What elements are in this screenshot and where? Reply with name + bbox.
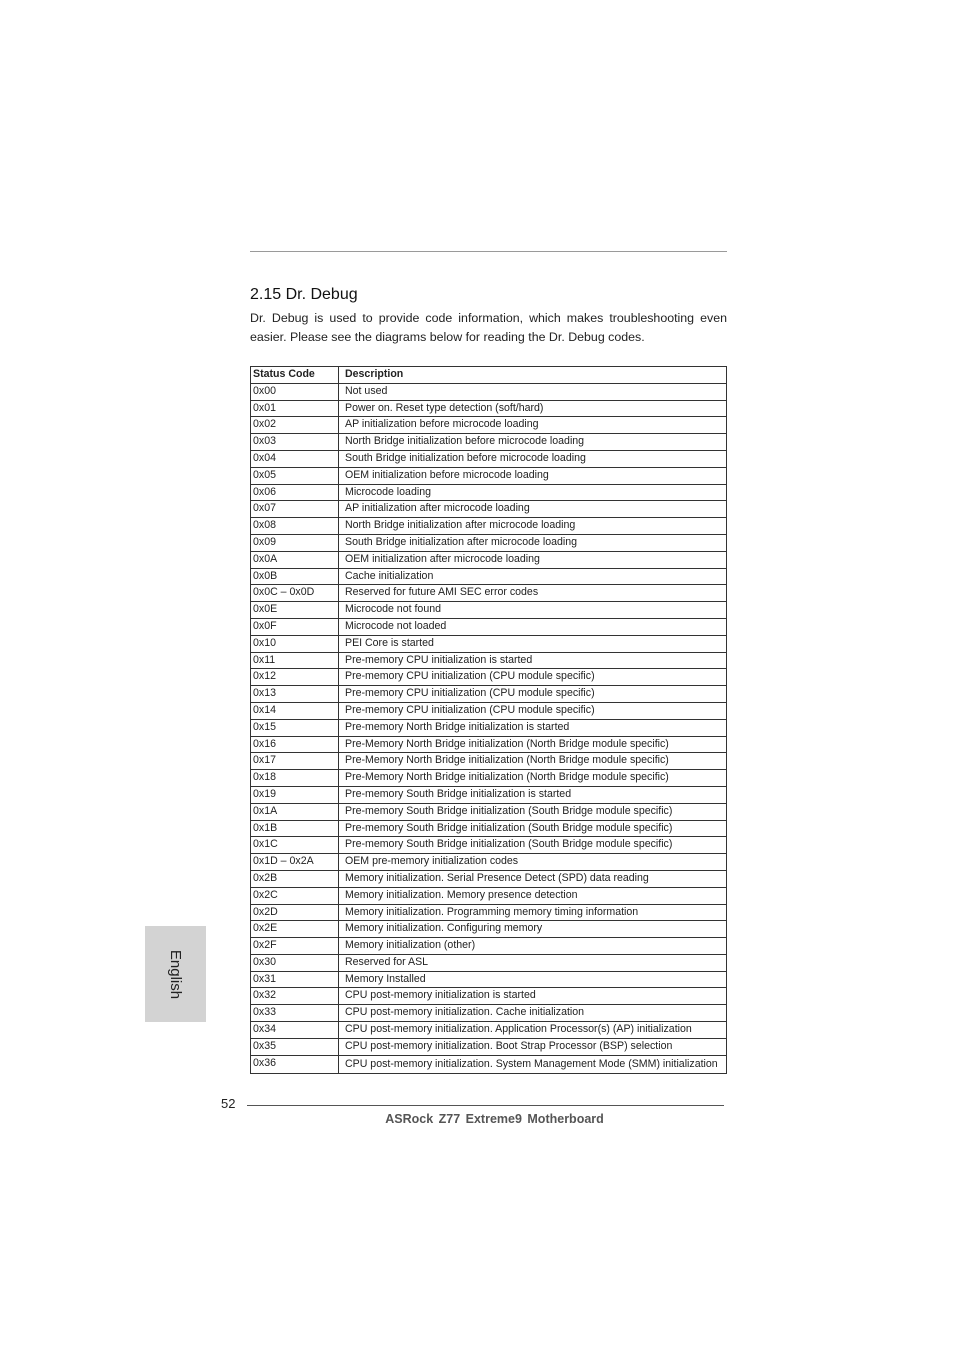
description-cell: Power on. Reset type detection (soft/hard) — [339, 400, 727, 417]
status-code-cell: 0x0C – 0x0D — [251, 585, 339, 602]
description-cell: AP initialization before microcode loading — [339, 417, 727, 434]
status-code-cell: 0x05 — [251, 467, 339, 484]
table-row — [251, 585, 727, 602]
description-cell: Pre-memory South Bridge initialization (South Bridge module specific) — [339, 803, 727, 820]
column-header-description: Description — [339, 367, 727, 384]
status-code-cell: 0x2C — [251, 887, 339, 904]
status-code-cell: 0x18 — [251, 770, 339, 787]
table-row — [251, 938, 727, 955]
description-cell: PEI Core is started — [339, 635, 727, 652]
table-row — [251, 904, 727, 921]
language-label: English — [166, 949, 184, 999]
table-row — [251, 501, 727, 518]
description-cell: Pre-memory South Bridge initialization is started — [339, 786, 727, 803]
table-row — [251, 870, 727, 887]
description-cell: Cache initialization — [339, 568, 727, 585]
table-row — [251, 887, 727, 904]
description-cell: North Bridge initialization before microcode loading — [339, 434, 727, 451]
table-row — [251, 753, 727, 770]
status-code-cell: 0x32 — [251, 988, 339, 1005]
table-row — [251, 954, 727, 971]
table-row — [251, 383, 727, 400]
description-cell: South Bridge initialization after microcode loading — [339, 534, 727, 551]
description-cell: CPU post-memory initialization. Boot Strap Processor (BSP) selection — [339, 1038, 727, 1055]
table-row — [251, 434, 727, 451]
description-cell: OEM initialization before microcode loading — [339, 467, 727, 484]
debug-code-table — [250, 366, 727, 1074]
description-cell: Memory initialization. Serial Presence Detect (SPD) data reading — [339, 870, 727, 887]
status-code-cell: 0x14 — [251, 702, 339, 719]
table-row — [251, 971, 727, 988]
description-cell: Pre-memory North Bridge initialization is started — [339, 719, 727, 736]
status-code-cell: 0x11 — [251, 652, 339, 669]
description-cell: Pre-Memory North Bridge initialization (North Bridge module specific) — [339, 736, 727, 753]
description-cell: Reserved for ASL — [339, 954, 727, 971]
table-row — [251, 1038, 727, 1055]
table-row — [251, 1055, 727, 1073]
status-code-cell: 0x0B — [251, 568, 339, 585]
table-row — [251, 652, 727, 669]
description-cell: Memory Installed — [339, 971, 727, 988]
status-code-cell: 0x0F — [251, 618, 339, 635]
description-cell: South Bridge initialization before microcode loading — [339, 450, 727, 467]
footer-product-name: ASRock Z77 Extreme9 Motherboard — [385, 1112, 604, 1126]
description-cell: OEM initialization after microcode loading — [339, 551, 727, 568]
table-row — [251, 702, 727, 719]
description-cell: CPU post-memory initialization. System Management Mode (SMM) initialization — [339, 1055, 727, 1073]
status-code-cell: 0x1D – 0x2A — [251, 854, 339, 871]
description-cell: CPU post-memory initialization is started — [339, 988, 727, 1005]
header-divider — [250, 251, 727, 252]
description-cell: Pre-memory CPU initialization (CPU module specific) — [339, 702, 727, 719]
description-cell: Pre-memory South Bridge initialization (South Bridge module specific) — [339, 820, 727, 837]
description-cell: Pre-memory CPU initialization (CPU module specific) — [339, 686, 727, 703]
table-row — [251, 450, 727, 467]
status-code-cell: 0x13 — [251, 686, 339, 703]
status-code-cell: 0x02 — [251, 417, 339, 434]
table-row — [251, 921, 727, 938]
page-number: 52 — [221, 1096, 236, 1111]
status-code-cell: 0x00 — [251, 383, 339, 400]
table-body — [251, 383, 727, 1073]
table-row — [251, 534, 727, 551]
status-code-cell: 0x31 — [251, 971, 339, 988]
table-row — [251, 518, 727, 535]
description-cell: Microcode not loaded — [339, 618, 727, 635]
status-code-cell: 0x0E — [251, 602, 339, 619]
description-cell: Pre-memory CPU initialization (CPU module specific) — [339, 669, 727, 686]
status-code-cell: 0x2E — [251, 921, 339, 938]
status-code-cell: 0x04 — [251, 450, 339, 467]
section-title: 2.15 Dr. Debug — [250, 286, 358, 303]
status-code-cell: 0x16 — [251, 736, 339, 753]
table-row — [251, 837, 727, 854]
table-row — [251, 736, 727, 753]
status-code-cell: 0x09 — [251, 534, 339, 551]
intro-paragraph: Dr. Debug is used to provide code information, which makes troubleshooting even easier. Please see the diagrams below for reading the Dr. Debug codes. — [250, 311, 727, 344]
status-code-cell: 0x07 — [251, 501, 339, 518]
column-header-status-code: Status Code — [251, 367, 339, 384]
table-row — [251, 686, 727, 703]
description-cell: North Bridge initialization after microcode loading — [339, 518, 727, 535]
status-code-cell: 0x2F — [251, 938, 339, 955]
description-cell: Memory initialization (other) — [339, 938, 727, 955]
status-code-cell: 0x15 — [251, 719, 339, 736]
status-code-cell: 0x03 — [251, 434, 339, 451]
description-cell: Reserved for future AMI SEC error codes — [339, 585, 727, 602]
table-row — [251, 1005, 727, 1022]
status-code-cell: 0x19 — [251, 786, 339, 803]
table-row — [251, 551, 727, 568]
footer-divider — [247, 1105, 724, 1106]
status-code-cell: 0x1C — [251, 837, 339, 854]
description-cell: Pre-Memory North Bridge initialization (North Bridge module specific) — [339, 770, 727, 787]
status-code-cell: 0x1A — [251, 803, 339, 820]
status-code-cell: 0x06 — [251, 484, 339, 501]
table-row — [251, 1022, 727, 1039]
description-cell: OEM pre-memory initialization codes — [339, 854, 727, 871]
status-code-cell: 0x08 — [251, 518, 339, 535]
description-cell: AP initialization after microcode loading — [339, 501, 727, 518]
table-row — [251, 417, 727, 434]
status-code-cell: 0x10 — [251, 635, 339, 652]
table-row — [251, 803, 727, 820]
table-row — [251, 669, 727, 686]
description-cell: Memory initialization. Programming memory timing information — [339, 904, 727, 921]
table-row — [251, 770, 727, 787]
status-code-cell: 0x36 — [251, 1055, 339, 1073]
status-code-cell: 0x2B — [251, 870, 339, 887]
description-cell: Memory initialization. Memory presence detection — [339, 887, 727, 904]
status-code-cell: 0x35 — [251, 1038, 339, 1055]
status-code-cell: 0x2D — [251, 904, 339, 921]
status-code-cell: 0x17 — [251, 753, 339, 770]
table-row — [251, 602, 727, 619]
table-row — [251, 635, 727, 652]
table-row — [251, 988, 727, 1005]
status-code-cell: 0x30 — [251, 954, 339, 971]
language-side-tab — [145, 926, 206, 1022]
description-cell: Pre-memory CPU initialization is started — [339, 652, 727, 669]
status-code-cell: 0x0A — [251, 551, 339, 568]
status-code-cell: 0x1B — [251, 820, 339, 837]
status-code-cell: 0x12 — [251, 669, 339, 686]
description-cell: Memory initialization. Configuring memory — [339, 921, 727, 938]
status-code-cell: 0x34 — [251, 1022, 339, 1039]
table-row — [251, 618, 727, 635]
status-code-cell: 0x33 — [251, 1005, 339, 1022]
table-row — [251, 484, 727, 501]
table-row — [251, 820, 727, 837]
description-cell: Microcode loading — [339, 484, 727, 501]
description-cell: Pre-Memory North Bridge initialization (North Bridge module specific) — [339, 753, 727, 770]
table-header-row — [251, 367, 727, 384]
description-cell: Microcode not found — [339, 602, 727, 619]
status-code-cell: 0x01 — [251, 400, 339, 417]
description-cell: Not used — [339, 383, 727, 400]
table-row — [251, 467, 727, 484]
description-cell: Pre-memory South Bridge initialization (South Bridge module specific) — [339, 837, 727, 854]
table-row — [251, 719, 727, 736]
table-row — [251, 854, 727, 871]
description-cell: CPU post-memory initialization. Cache initialization — [339, 1005, 727, 1022]
table-row — [251, 400, 727, 417]
table-row — [251, 568, 727, 585]
table-row — [251, 786, 727, 803]
description-cell: CPU post-memory initialization. Application Processor(s) (AP) initialization — [339, 1022, 727, 1039]
